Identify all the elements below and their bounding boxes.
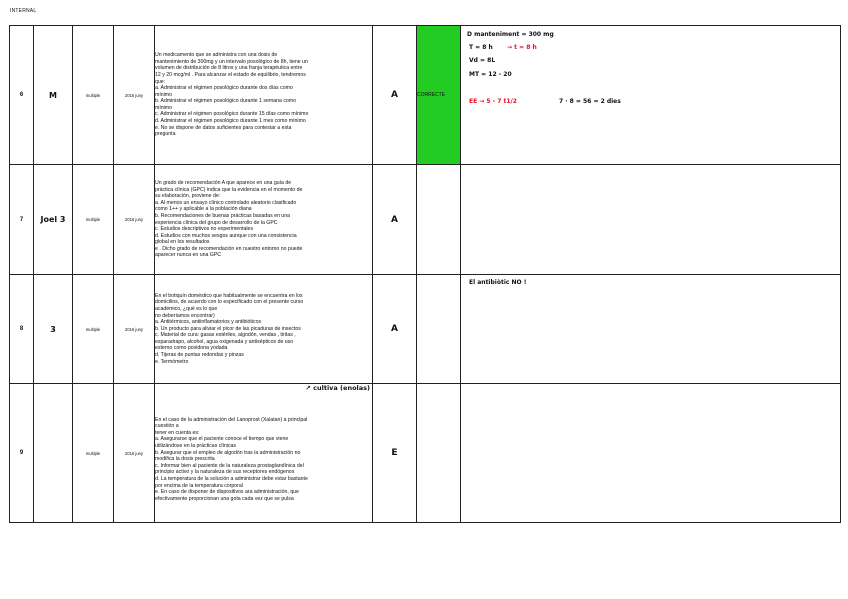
question-text <box>155 275 373 384</box>
answer-letter: A <box>373 165 417 275</box>
note-line: EE → 5 - 7 t1/2 <box>469 98 517 105</box>
note-line: D manteniment = 300 mg <box>467 31 554 38</box>
handwritten-notes <box>461 275 841 384</box>
question-line: esparadrapo, alcohol, agua oxigenada y antisépticos de uso <box>155 338 294 345</box>
question-line: mínimo <box>155 104 173 111</box>
exam-session: 2016 juny <box>114 275 155 384</box>
classification-label: INTERNAL <box>10 8 37 14</box>
row-number: 8 <box>10 275 34 384</box>
question-line: volumen de distribución de 8 litros y una franja terapéutica entre <box>155 65 303 72</box>
option-c: c. Material de cura: gasas estériles, algodón, vendas , tiritas , <box>155 332 296 339</box>
option-a: a. Antitérmicos, antiinflamatorios y antibióticos <box>155 319 262 326</box>
question-line: cuestión a <box>155 423 179 430</box>
option-b: b. Asegurar que el empleo de algodón tras la administración no <box>155 449 301 456</box>
question-line: como 1++ y aplicable a la población diana <box>155 206 252 213</box>
question-line: externo como povidona yodada <box>155 345 228 352</box>
option-a: a. Al menos un ensayo clínico controlado aleatorio clasificado <box>155 199 297 206</box>
option-d: d. La temperatura de la solución a administrar debe estar bastante <box>155 475 308 482</box>
question-line: Un medicamento que se administra con una dosis de <box>155 52 278 59</box>
exam-session: 2016 juny <box>114 165 155 275</box>
question-line: experiencia clínica del grupo de desarrollo de la GPC <box>155 219 278 226</box>
answer-letter: A <box>373 275 417 384</box>
question-text <box>155 26 373 165</box>
question-line: En el caso de la administración del Lanoprost (Xalatan) a principal <box>155 416 308 423</box>
handwritten-name: M <box>34 26 73 165</box>
question-text <box>155 384 373 523</box>
handwritten-notes <box>461 26 841 165</box>
question-line: su elaboración, proviene de: <box>155 193 221 200</box>
question-type: multiple <box>73 384 114 523</box>
note-line: T = 8 h <box>469 44 493 51</box>
note-line: El antibiòtic NO ! <box>469 279 527 286</box>
question-type: multiple <box>73 275 114 384</box>
question-line: global en los resultados <box>155 239 210 246</box>
handwritten-notes <box>461 165 841 275</box>
option-d: d. Tijeras de puntas redondas y pinzas <box>155 352 244 359</box>
option-c: c. Informar bien al paciente de la naturaleza prostaglandínica del <box>155 462 304 469</box>
question-line: pregunta <box>155 131 176 138</box>
correction-status <box>417 275 461 384</box>
answer-letter: A <box>373 26 417 165</box>
question-line: mínimo <box>155 91 173 98</box>
question-line: por encima de la temperatura corporal <box>155 482 243 489</box>
handwritten-notes <box>461 384 841 523</box>
option-e: e. En caso de disponer de dispositivos ara administración, que <box>155 489 299 496</box>
handwritten-name: Joel 3 <box>34 165 73 275</box>
question-line: no deberíamos encontrar) <box>155 312 215 319</box>
note-line: Vd = 8L <box>469 57 496 64</box>
option-c: c. Estudios descriptivos no experimentales <box>155 226 254 233</box>
table-row <box>10 384 841 523</box>
option-e: e . Dicho grado de recomendación en nuestro entorno no puede <box>155 245 303 252</box>
option-b: b. Un producto para aliviar el picor de las picaduras de insectos <box>155 325 301 332</box>
correction-status <box>417 384 461 523</box>
option-d: d. Administrar el régimen posológico durante 1 mes como mínimo <box>155 118 306 125</box>
question-line: 12 y 20 mcg/ml . Para alcanzar el estado de equilibrio, tendremos <box>155 71 306 78</box>
question-line: utilizándose en la prácticas clínicas <box>155 443 237 450</box>
question-line: que: <box>155 78 166 85</box>
option-b: b. Recomendaciones de buenas prácticas basadas en una <box>155 212 290 219</box>
row-number: 9 <box>10 384 34 523</box>
question-line: En el botiquín doméstico que habitualmente se encuentra en los <box>155 292 303 299</box>
exam-questions-table <box>9 25 841 523</box>
option-a: a. Administrar el régimen posológico durante dos días como <box>155 85 293 92</box>
answer-letter: E <box>373 384 417 523</box>
question-type: multiple <box>73 165 114 275</box>
question-line: tener en cuenta es: <box>155 429 200 436</box>
option-b: b. Administrar el régimen posológico durante 1 semana como <box>155 98 297 105</box>
question-line: aparecer nunca en una GPC <box>155 252 222 259</box>
question-line: mantenimiento de 300mg y un intervalo posológico de 8h, tiene un <box>155 58 308 65</box>
option-e: e. No se dispone de datos suficientes para contestar a esta <box>155 124 292 131</box>
exam-session: 2016 juny <box>114 384 155 523</box>
note-line: MT = 12 - 20 <box>469 71 512 78</box>
table-row <box>10 26 841 165</box>
correction-status: CORRECTE <box>417 26 461 165</box>
question-line: académico, ¿qué es lo que <box>155 305 218 312</box>
exam-session: 2016 juny <box>114 26 155 165</box>
question-line: efectivamente proporcionan una gota cada vez que se pulsa <box>155 495 294 502</box>
handwritten-name: 3 <box>34 275 73 384</box>
row-number: 7 <box>10 165 34 275</box>
option-d: d. Estudios con muchos sesgos aunque con una consistencia <box>155 232 297 239</box>
row-number: 6 <box>10 26 34 165</box>
question-line: práctica clínica (GPC) indica que la evidencia en el momento de <box>155 186 303 193</box>
option-e: e. Termómetro <box>155 358 189 365</box>
question-line: domicilios, de acuerdo con lo especificado con el presente curso <box>155 299 304 306</box>
note-line: → t = 8 h <box>507 44 537 51</box>
question-line: Un grado de recomendación A que aparece en una guía de <box>155 179 292 186</box>
margin-note: ↗ cultiva (enolas) <box>305 384 370 392</box>
note-line: 7 · 8 = 56 ≈ 2 dies <box>559 98 621 105</box>
table-row <box>10 275 841 384</box>
table-row <box>10 165 841 275</box>
question-text <box>155 165 373 275</box>
correction-status <box>417 165 461 275</box>
question-line: principio activo y la naturaleza de sus receptores endógenos <box>155 469 295 476</box>
handwritten-name <box>34 384 73 523</box>
option-a: a. Asegurarse que el paciente conoce el tiempo que viene <box>155 436 289 443</box>
option-c: c. Administrar el régimen posológico durante 15 días como mínimo <box>155 111 309 118</box>
question-line: modifica la dosis prescrita <box>155 456 215 463</box>
question-type: multiple <box>73 26 114 165</box>
